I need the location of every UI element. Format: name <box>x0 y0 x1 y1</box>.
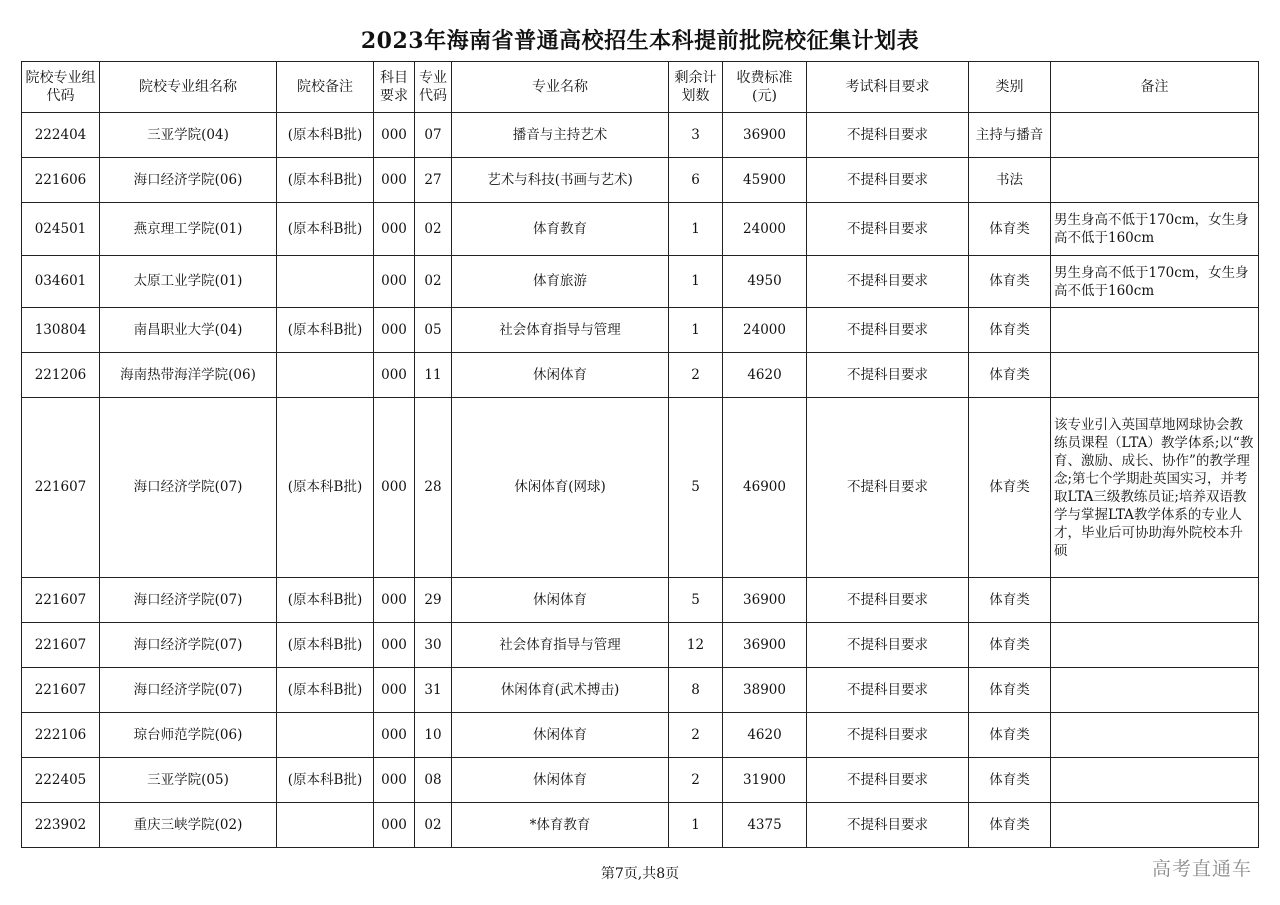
major-code-cell: 27 <box>415 158 452 203</box>
fee-cell: 46900 <box>723 398 807 578</box>
subject-req-cell: 000 <box>374 398 415 578</box>
table-row <box>22 308 1259 353</box>
subject-req-cell: 000 <box>374 308 415 353</box>
school-note-cell: (原本科B批) <box>277 578 374 623</box>
remaining-cell: 2 <box>669 353 723 398</box>
remaining-cell: 1 <box>669 203 723 256</box>
fee-cell: 45900 <box>723 158 807 203</box>
header-category: 类别 <box>969 62 1051 113</box>
major-code-cell: 31 <box>415 668 452 713</box>
page-title: 2023年海南省普通高校招生本科提前批院校征集计划表 <box>360 28 920 54</box>
major-name-cell: 体育旅游 <box>452 256 669 308</box>
school-note-cell: (原本科B批) <box>277 203 374 256</box>
watermark: 高考直通车 <box>1151 858 1252 880</box>
group-name-cell: 海口经济学院(06) <box>100 158 277 203</box>
remaining-cell: 8 <box>669 668 723 713</box>
group-name-cell: 三亚学院(04) <box>100 113 277 158</box>
fee-cell: 4620 <box>723 713 807 758</box>
remark-cell <box>1051 308 1259 353</box>
table-row <box>22 158 1259 203</box>
table-row <box>22 398 1259 578</box>
exam-req-cell: 不提科目要求 <box>807 668 969 713</box>
fee-cell: 4375 <box>723 803 807 848</box>
major-name-cell: 休闲体育 <box>452 758 669 803</box>
major-name-cell: 社会体育指导与管理 <box>452 623 669 668</box>
major-code-cell: 11 <box>415 353 452 398</box>
fee-cell: 31900 <box>723 758 807 803</box>
group-name-cell: 南昌职业大学(04) <box>100 308 277 353</box>
major-code-cell: 02 <box>415 803 452 848</box>
remark-cell <box>1051 578 1259 623</box>
school-note-cell: (原本科B批) <box>277 398 374 578</box>
header-group-name: 院校专业组名称 <box>100 62 277 113</box>
exam-req-cell: 不提科目要求 <box>807 398 969 578</box>
school-note-cell: (原本科B批) <box>277 623 374 668</box>
fee-cell: 24000 <box>723 203 807 256</box>
exam-req-cell: 不提科目要求 <box>807 803 969 848</box>
page-number: 第7页,共8页 <box>600 866 680 882</box>
table-row <box>22 353 1259 398</box>
school-note-cell <box>277 803 374 848</box>
category-cell: 体育类 <box>969 623 1051 668</box>
table-row <box>22 758 1259 803</box>
group-name-cell: 重庆三峡学院(02) <box>100 803 277 848</box>
category-cell: 体育类 <box>969 668 1051 713</box>
school-note-cell: (原本科B批) <box>277 158 374 203</box>
major-name-cell: 体育教育 <box>452 203 669 256</box>
subject-req-cell: 000 <box>374 203 415 256</box>
remaining-cell: 1 <box>669 308 723 353</box>
fee-cell: 24000 <box>723 308 807 353</box>
remaining-cell: 1 <box>669 256 723 308</box>
header-remaining: 剩余计划数 <box>669 62 723 113</box>
group-name-cell: 海口经济学院(07) <box>100 578 277 623</box>
category-cell: 书法 <box>969 158 1051 203</box>
category-cell: 体育类 <box>969 308 1051 353</box>
remaining-cell: 5 <box>669 578 723 623</box>
category-cell: 体育类 <box>969 758 1051 803</box>
group-code-cell: 222106 <box>22 713 100 758</box>
remaining-cell: 2 <box>669 758 723 803</box>
group-code-cell: 222405 <box>22 758 100 803</box>
group-code-cell: 221206 <box>22 353 100 398</box>
table-row <box>22 713 1259 758</box>
major-code-cell: 02 <box>415 256 452 308</box>
subject-req-cell: 000 <box>374 578 415 623</box>
exam-req-cell: 不提科目要求 <box>807 353 969 398</box>
school-note-cell: (原本科B批) <box>277 758 374 803</box>
group-code-cell: 221606 <box>22 158 100 203</box>
subject-req-cell: 000 <box>374 713 415 758</box>
major-code-cell: 07 <box>415 113 452 158</box>
category-cell: 体育类 <box>969 203 1051 256</box>
exam-req-cell: 不提科目要求 <box>807 308 969 353</box>
group-name-cell: 琼台师范学院(06) <box>100 713 277 758</box>
fee-cell: 36900 <box>723 623 807 668</box>
school-note-cell <box>277 353 374 398</box>
table-header-row <box>22 62 1259 113</box>
exam-req-cell: 不提科目要求 <box>807 623 969 668</box>
major-name-cell: 休闲体育(武术搏击) <box>452 668 669 713</box>
exam-req-cell: 不提科目要求 <box>807 578 969 623</box>
header-fee: 收费标准(元) <box>723 62 807 113</box>
table-row <box>22 203 1259 256</box>
fee-cell: 36900 <box>723 113 807 158</box>
fee-cell: 36900 <box>723 578 807 623</box>
category-cell: 主持与播音 <box>969 113 1051 158</box>
remark-cell <box>1051 623 1259 668</box>
fee-cell: 4950 <box>723 256 807 308</box>
group-code-cell: 024501 <box>22 203 100 256</box>
remark-cell <box>1051 803 1259 848</box>
remark-cell <box>1051 113 1259 158</box>
major-name-cell: 休闲体育 <box>452 353 669 398</box>
group-code-cell: 221607 <box>22 668 100 713</box>
group-code-cell: 221607 <box>22 578 100 623</box>
subject-req-cell: 000 <box>374 668 415 713</box>
header-major-name: 专业名称 <box>452 62 669 113</box>
category-cell: 体育类 <box>969 256 1051 308</box>
fee-cell: 38900 <box>723 668 807 713</box>
table-row <box>22 113 1259 158</box>
category-cell: 体育类 <box>969 803 1051 848</box>
enrollment-plan-table <box>21 61 1259 848</box>
major-name-cell: *体育教育 <box>452 803 669 848</box>
remaining-cell: 5 <box>669 398 723 578</box>
remark-cell <box>1051 353 1259 398</box>
major-name-cell: 播音与主持艺术 <box>452 113 669 158</box>
subject-req-cell: 000 <box>374 803 415 848</box>
exam-req-cell: 不提科目要求 <box>807 713 969 758</box>
group-code-cell: 223902 <box>22 803 100 848</box>
exam-req-cell: 不提科目要求 <box>807 256 969 308</box>
group-code-cell: 130804 <box>22 308 100 353</box>
remark-cell: 该专业引入英国草地网球协会教练员课程（LTA）教学体系;以“教育、激励、成长、协作”的教学理念;第七个学期赴英国实习，并考取LTA三级教练员证;培养双语教学与掌握LTA教学体系的专业人才，毕业后可协助海外院校本升硕 <box>1051 398 1259 578</box>
school-note-cell: (原本科B批) <box>277 113 374 158</box>
remaining-cell: 3 <box>669 113 723 158</box>
table-row <box>22 668 1259 713</box>
group-name-cell: 海口经济学院(07) <box>100 668 277 713</box>
exam-req-cell: 不提科目要求 <box>807 158 969 203</box>
school-note-cell: (原本科B批) <box>277 308 374 353</box>
major-name-cell: 社会体育指导与管理 <box>452 308 669 353</box>
header-group-code: 院校专业组代码 <box>22 62 100 113</box>
category-cell: 体育类 <box>969 578 1051 623</box>
subject-req-cell: 000 <box>374 353 415 398</box>
header-major-code: 专业代码 <box>415 62 452 113</box>
major-code-cell: 29 <box>415 578 452 623</box>
major-code-cell: 08 <box>415 758 452 803</box>
remaining-cell: 2 <box>669 713 723 758</box>
subject-req-cell: 000 <box>374 758 415 803</box>
major-code-cell: 05 <box>415 308 452 353</box>
school-note-cell: (原本科B批) <box>277 668 374 713</box>
subject-req-cell: 000 <box>374 113 415 158</box>
group-code-cell: 221607 <box>22 398 100 578</box>
remaining-cell: 6 <box>669 158 723 203</box>
fee-cell: 4620 <box>723 353 807 398</box>
major-name-cell: 休闲体育 <box>452 578 669 623</box>
category-cell: 体育类 <box>969 353 1051 398</box>
remark-cell <box>1051 668 1259 713</box>
group-name-cell: 海口经济学院(07) <box>100 623 277 668</box>
table-row <box>22 578 1259 623</box>
subject-req-cell: 000 <box>374 158 415 203</box>
major-code-cell: 10 <box>415 713 452 758</box>
group-name-cell: 海口经济学院(07) <box>100 398 277 578</box>
subject-req-cell: 000 <box>374 256 415 308</box>
table-row <box>22 256 1259 308</box>
group-code-cell: 221607 <box>22 623 100 668</box>
exam-req-cell: 不提科目要求 <box>807 203 969 256</box>
header-school-note: 院校备注 <box>277 62 374 113</box>
exam-req-cell: 不提科目要求 <box>807 113 969 158</box>
school-note-cell <box>277 256 374 308</box>
remark-cell: 男生身高不低于170cm，女生身高不低于160cm <box>1051 203 1259 256</box>
major-name-cell: 休闲体育 <box>452 713 669 758</box>
subject-req-cell: 000 <box>374 623 415 668</box>
school-note-cell <box>277 713 374 758</box>
major-code-cell: 28 <box>415 398 452 578</box>
table-row <box>22 623 1259 668</box>
major-name-cell: 休闲体育(网球) <box>452 398 669 578</box>
table-row <box>22 803 1259 848</box>
group-name-cell: 燕京理工学院(01) <box>100 203 277 256</box>
remark-cell <box>1051 158 1259 203</box>
group-name-cell: 海南热带海洋学院(06) <box>100 353 277 398</box>
category-cell: 体育类 <box>969 713 1051 758</box>
category-cell: 体育类 <box>969 398 1051 578</box>
group-name-cell: 三亚学院(05) <box>100 758 277 803</box>
group-name-cell: 太原工业学院(01) <box>100 256 277 308</box>
remark-cell <box>1051 758 1259 803</box>
major-name-cell: 艺术与科技(书画与艺术) <box>452 158 669 203</box>
remark-cell <box>1051 713 1259 758</box>
header-remark: 备注 <box>1051 62 1259 113</box>
major-code-cell: 02 <box>415 203 452 256</box>
header-exam-req: 考试科目要求 <box>807 62 969 113</box>
group-code-cell: 034601 <box>22 256 100 308</box>
major-code-cell: 30 <box>415 623 452 668</box>
remark-cell: 男生身高不低于170cm，女生身高不低于160cm <box>1051 256 1259 308</box>
group-code-cell: 222404 <box>22 113 100 158</box>
header-subject-req: 科目要求 <box>374 62 415 113</box>
remaining-cell: 12 <box>669 623 723 668</box>
remaining-cell: 1 <box>669 803 723 848</box>
exam-req-cell: 不提科目要求 <box>807 758 969 803</box>
